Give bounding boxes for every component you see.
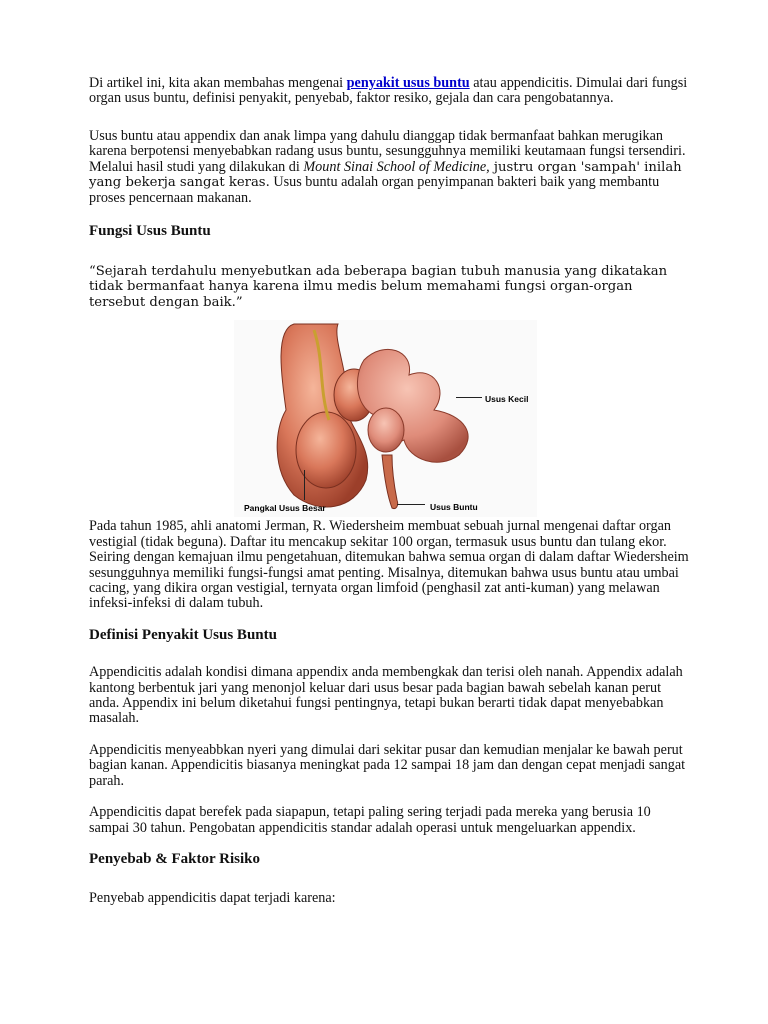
document-page xyxy=(89,76,689,907)
definition-paragraph-2: Appendicitis menyeabbkan nyeri yang dimulai dari sekitar pusar dan kemudian menjalar ke bawah perut bagian kanan. Appendicitis biasanya meningkat pada 12 sampai 18 jam dan dengan cepat menjadi sangat parah. xyxy=(89,741,686,789)
appendix-text-mid: justru organ 'sampah' inilah yang bekerja sangat keras. xyxy=(89,159,682,191)
label-pangkal-usus-besar: Pangkal Usus Besar xyxy=(244,503,326,514)
appendix-text-end: Usus buntu adalah organ penyimpanan bakteri baik yang membantu proses pencernaan makanan. xyxy=(89,174,660,206)
label-usus-buntu: Usus Buntu xyxy=(430,502,478,513)
appendix-illustration xyxy=(234,320,537,517)
appendix-paragraph xyxy=(89,129,689,206)
intestine-illustration xyxy=(234,320,537,517)
usus-buntu-link[interactable]: penyakit usus buntu xyxy=(346,75,470,91)
quote-paragraph: “Sejarah terdahulu menyebutkan ada beberapa bagian tubuh manusia yang dikatakan tidak bermanfaat hanya karena ilmu medis belum memahami fungsi organ-organ tersebut dengan baik.” xyxy=(89,263,668,310)
penyebab-paragraph: Penyebab appendicitis dapat terjadi karena: xyxy=(89,890,336,907)
history-paragraph: Pada tahun 1985, ahli anatomi Jerman, R. Wiedersheim membuat sebuah jurnal mengenai daftar organ vestigial (tidak beguna). Daftar itu mencakup sekitar 100 organ, termasuk usus buntu dan tulang ekor. Seiring dengan kemajuan ilmu pengetahuan, ditemukan bahwa semua organ di dalam daftar Wiedersheim sesungguhnya memiliki fungsi-fungsi amat penting. Misalnya, ditemukan bahwa usus buntu atau umbai cacing, yang dikira organ vestigial, ternyata organ limfoid (penghasil zat anti-kuman) yang melawan infeksi-infeksi di dalam tubuh. xyxy=(89,518,689,612)
definition-paragraph-3: Appendicitis dapat berefek pada siapapun, tetapi paling sering terjadi pada mereka yang berusia 10 sampai 30 tahun. Pengobatan appendicitis standar adalah operasi untuk mengeluarkan appendix. xyxy=(89,804,651,836)
intro-paragraph xyxy=(89,76,689,107)
intro-text: Di artikel ini, kita akan membahas mengenai xyxy=(89,75,347,91)
heading-penyebab: Penyebab & Faktor Risiko xyxy=(89,850,260,867)
heading-fungsi: Fungsi Usus Buntu xyxy=(89,223,211,240)
definition-paragraph-1: Appendicitis adalah kondisi dimana appendix anda membengkak dan terisi oleh nanah. Appendix adalah kantong berbentuk jari yang menonjol keluar dari usus besar pada bagian bawah sebelah kanan perut anda. Appendix ini belum diketahui fungsi pentingnya, tetapi bukan berarti tidak dapat menyebabkan masalah. xyxy=(89,664,683,727)
institution-name: Mount Sinai School of Medicine, xyxy=(303,158,490,175)
label-usus-kecil: Usus Kecil xyxy=(485,394,529,405)
intro-text-end: atau appendicitis. Dimulai dari fungsi organ usus buntu, definisi penyakit, penyebab, faktor resiko, gejala dan cara pengobatannya. xyxy=(89,75,688,107)
appendix-text: Usus buntu atau appendix dan anak limpa yang dahulu dianggap tidak bermanfaat bahkan merugikan karena berpotensi menyebabkan radang usus buntu, sesungguhnya memiliki keutamaan fungsi tersendiri. Melalui hasil studi yang dilakukan di xyxy=(89,127,686,175)
heading-definisi: Definisi Penyakit Usus Buntu xyxy=(89,626,277,643)
